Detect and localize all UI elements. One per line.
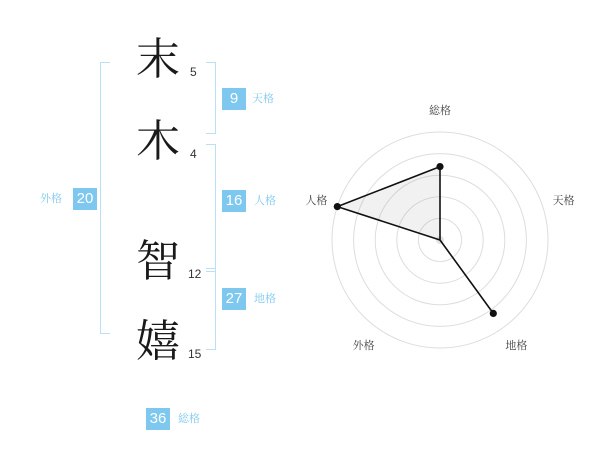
radar-data-point [334, 203, 341, 210]
badge-tenkaku-label: 天格 [252, 93, 274, 105]
badge-chikaku-label: 地格 [254, 293, 276, 305]
badge-soukaku-label: 総格 [178, 413, 200, 425]
stroke-count-2: 4 [190, 147, 197, 161]
radar-axis-label: 人格 [305, 194, 328, 207]
stroke-count-3: 12 [188, 267, 202, 281]
badge-jinkaku-value: 16 [222, 190, 246, 212]
radar-axis-label: 外格 [352, 340, 375, 353]
radar-svg [310, 110, 570, 370]
bracket-jinkaku [206, 144, 216, 272]
stroke-count-1: 5 [190, 65, 197, 79]
kanji-char-2: 木 [136, 117, 180, 166]
radar-axis-label: 天格 [552, 194, 575, 207]
bracket-gaikaku [100, 62, 110, 334]
badge-gaikaku-value: 20 [73, 188, 97, 210]
badge-chikaku-value: 27 [222, 288, 246, 310]
bracket-chikaku [206, 268, 216, 350]
radar-axis-label: 地格 [505, 340, 528, 353]
radar-chart [305, 105, 575, 375]
radar-data-point [490, 310, 497, 317]
radar-data-point [436, 163, 443, 170]
radar-series-polygon [337, 167, 493, 314]
stroke-count-4: 15 [188, 347, 202, 361]
badge-soukaku-value: 36 [146, 408, 170, 430]
badge-tenkaku-value: 9 [222, 88, 246, 110]
kanji-char-3: 智 [136, 237, 180, 286]
badge-jinkaku-label: 人格 [254, 195, 276, 207]
kanji-char-1: 末 [136, 35, 180, 84]
badge-gaikaku-label: 外格 [40, 193, 62, 205]
radar-axis-label: 総格 [429, 105, 451, 117]
kanji-char-4: 嬉 [136, 317, 180, 366]
bracket-tenkaku [206, 62, 216, 134]
